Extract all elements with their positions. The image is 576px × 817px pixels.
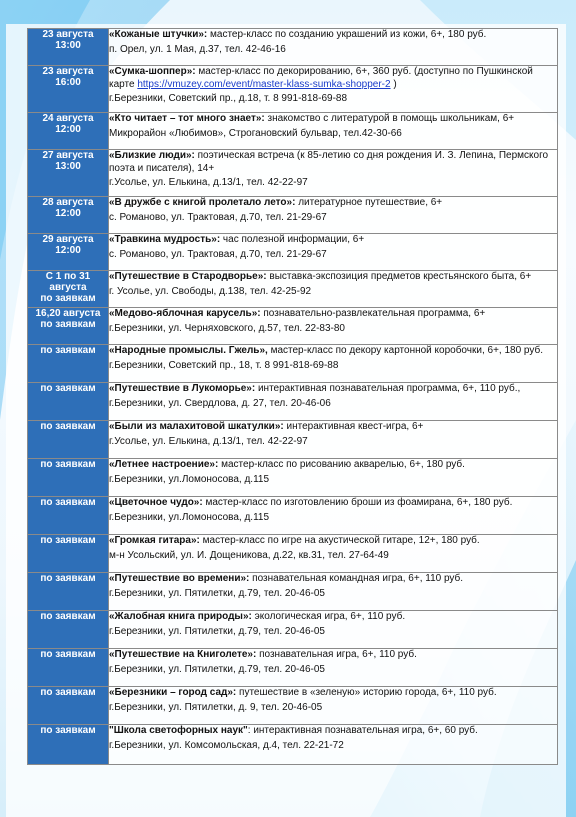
- event-details-tail: ): [390, 78, 397, 90]
- event-date: по заявкам: [40, 649, 96, 660]
- event-description: [109, 197, 557, 210]
- event-title: «Медово-яблочная карусель»:: [109, 308, 261, 319]
- event-title: «Путешествие в Лукоморье»:: [109, 383, 256, 394]
- event-info-cell: [109, 271, 558, 308]
- event-details: выставка-экспозиция предметов крестьянского быта, 6+: [266, 271, 532, 282]
- event-details: познавательно-развлекательная программа, 6+: [260, 308, 486, 319]
- event-description: [109, 29, 557, 42]
- event-title: «Сумка-шоппер»:: [109, 66, 196, 77]
- event-info-cell: [109, 383, 558, 421]
- event-title: «Летнее настроение»:: [109, 459, 219, 470]
- event-description: [109, 308, 557, 321]
- event-date: по заявкам: [40, 383, 96, 394]
- event-info-cell: [109, 234, 558, 271]
- event-info-cell: [109, 345, 558, 383]
- event-row: [28, 687, 558, 725]
- event-description: [109, 421, 557, 434]
- event-description: [109, 459, 557, 472]
- event-date: по заявкам: [40, 573, 96, 584]
- event-title: «Были из малахитовой шкатулки»:: [109, 421, 284, 432]
- event-address: с. Романово, ул. Трактовая, д.70, тел. 21-29-67: [109, 211, 327, 223]
- event-info-cell: [109, 29, 558, 66]
- event-info-cell: [109, 197, 558, 234]
- event-details: мастер-класс по игре на акустической гитаре, 12+, 180 руб.: [199, 535, 480, 546]
- event-date: по заявкам: [40, 459, 96, 470]
- events-table: [27, 28, 558, 765]
- event-title: «Березники – город сад»:: [109, 687, 237, 698]
- event-title: «Громкая гитара»:: [109, 535, 200, 546]
- event-address: г.Березники, ул.Ломоносова, д.115: [109, 511, 270, 523]
- event-date-cell: [28, 573, 109, 611]
- event-info-cell: [109, 687, 558, 725]
- event-address: г.Березники, ул. Пятилетки, д.79, тел. 20-46-05: [109, 663, 325, 675]
- event-info-cell: [109, 497, 558, 535]
- event-address: г.Березники, ул. Пятилетки, д.79, тел. 20-46-05: [109, 587, 325, 599]
- event-details: знакомство с литературой в помощь школьникам, 6+: [264, 113, 515, 124]
- event-title: «В дружбе с книгой пролетало лето»:: [109, 197, 296, 208]
- event-address: г.Березники, ул. Свердлова, д. 27, тел. 20-46-06: [109, 397, 331, 409]
- event-description: [109, 150, 557, 175]
- event-description: [109, 611, 557, 624]
- event-row: [28, 308, 558, 345]
- event-details: интерактивная познавательная программа, 6+, 110 руб.,: [255, 383, 521, 394]
- event-row: [28, 29, 558, 66]
- event-info-cell: [109, 649, 558, 687]
- event-date-cell: [28, 345, 109, 383]
- event-date: 16,20 августа по заявкам: [35, 308, 101, 330]
- event-details: мастер-класс по созданию украшений из кожи, 6+, 180 руб.: [207, 29, 487, 40]
- event-address: г.Березники, ул. Черняховского, д.57, тел. 22-83-80: [109, 322, 345, 334]
- event-title: «Травкина мудрость»:: [109, 234, 221, 245]
- event-row: [28, 234, 558, 271]
- event-details: мастер-класс по рисованию акварелью, 6+, 180 руб.: [218, 459, 465, 470]
- event-row: [28, 573, 558, 611]
- event-description: [109, 66, 557, 91]
- event-date-cell: [28, 234, 109, 271]
- event-date-cell: [28, 29, 109, 66]
- event-address: г.Березники, ул.Ломоносова, д.115: [109, 473, 270, 485]
- event-row: [28, 345, 558, 383]
- event-date: 28 августа 12:00: [42, 197, 94, 219]
- event-date: по заявкам: [40, 611, 96, 622]
- event-info-cell: [109, 459, 558, 497]
- event-address: г.Березники, Советский пр., д.18, т. 8 991-818-69-88: [109, 93, 348, 105]
- event-date-cell: [28, 197, 109, 234]
- event-description: [109, 234, 557, 247]
- event-row: [28, 197, 558, 234]
- event-date: 23 августа 13:00: [42, 29, 94, 51]
- event-info-cell: [109, 535, 558, 573]
- event-address: г.Березники, Советский пр., 18, т. 8 991-818-69-88: [109, 359, 339, 371]
- event-info-cell: [109, 611, 558, 649]
- event-row: [28, 66, 558, 113]
- event-description: [109, 687, 557, 700]
- event-description: [109, 113, 557, 126]
- event-date-cell: [28, 611, 109, 649]
- event-info-cell: [109, 66, 558, 113]
- event-details: путешествие в «зеленую» историю города, 6+, 110 руб.: [236, 687, 497, 698]
- event-description: [109, 497, 557, 510]
- event-address: п. Орел, ул. 1 Мая, д.37, тел. 42-46-16: [109, 43, 286, 55]
- event-date-cell: [28, 383, 109, 421]
- event-details: экологическая игра, 6+, 110 руб.: [251, 611, 406, 622]
- event-details: мастер-класс по изготовлению броши из фоамирана, 6+, 180 руб.: [202, 497, 513, 508]
- event-title: «Кто читает – тот много знает»:: [109, 113, 265, 124]
- event-row: [28, 725, 558, 765]
- event-details: познавательная командная игра, 6+, 110 руб.: [249, 573, 464, 584]
- event-title: «Путешествие в Стародворье»:: [109, 271, 267, 282]
- event-date: С 1 по 31 августа по заявкам: [40, 271, 96, 304]
- event-info-cell: [109, 421, 558, 459]
- event-address: г.Усолье, ул. Елькина, д.13/1, тел. 42-22-97: [109, 177, 308, 189]
- event-date-cell: [28, 459, 109, 497]
- event-address: г.Усолье, ул. Елькина, д.13/1, тел. 42-22-97: [109, 435, 308, 447]
- event-date: по заявкам: [40, 421, 96, 432]
- event-description: [109, 345, 557, 358]
- event-row: [28, 271, 558, 308]
- event-row: [28, 611, 558, 649]
- event-description: [109, 725, 557, 738]
- event-row: [28, 497, 558, 535]
- event-info-cell: [109, 150, 558, 197]
- event-address: с. Романово, ул. Трактовая, д.70, тел. 21-29-67: [109, 248, 327, 260]
- event-row: [28, 383, 558, 421]
- event-row: [28, 459, 558, 497]
- event-address: г. Усолье, ул. Свободы, д.138, тел. 42-25-92: [109, 285, 312, 297]
- event-date-cell: [28, 271, 109, 308]
- event-info-cell: [109, 308, 558, 345]
- event-date: 24 августа 12:00: [42, 113, 94, 135]
- event-date-cell: [28, 535, 109, 573]
- event-date: по заявкам: [40, 497, 96, 508]
- event-date-cell: [28, 687, 109, 725]
- event-address: Микрорайон «Любимов», Строгановский бульвар, тел.42-30-66: [109, 127, 402, 139]
- event-description: [109, 649, 557, 662]
- event-info-cell: [109, 113, 558, 150]
- event-date: по заявкам: [40, 725, 96, 736]
- event-link[interactable]: https://vmuzey.com/event/master-klass-sumka-shopper-2: [137, 78, 391, 90]
- event-description: [109, 573, 557, 586]
- event-info-cell: [109, 573, 558, 611]
- event-date-cell: [28, 497, 109, 535]
- event-details: поэтическая встреча (к 85-летию со дня рождения И. З. Лепина, Пермского поэта и писателя), 14+: [109, 150, 549, 174]
- event-date: по заявкам: [40, 535, 96, 546]
- event-details: литературное путешествие, 6+: [295, 197, 443, 208]
- event-date-cell: [28, 308, 109, 345]
- event-title: «Народные промыслы. Гжель»,: [109, 345, 268, 356]
- event-title: "Школа светофорных наук": [109, 725, 248, 736]
- event-details: : интерактивная познавательная игра, 6+, 60 руб.: [247, 725, 478, 736]
- event-details: час полезной информации, 6+: [220, 234, 365, 245]
- event-date: 27 августа 13:00: [42, 150, 94, 172]
- event-date: 23 августа 16:00: [42, 66, 94, 88]
- event-date-cell: [28, 66, 109, 113]
- event-title: «Жалобная книга природы»:: [109, 611, 252, 622]
- event-row: [28, 421, 558, 459]
- event-info-cell: [109, 725, 558, 765]
- event-description: [109, 383, 557, 396]
- event-details: мастер-класс по декорированию, 6+, 360 руб. (доступно по Пушкинской карте: [109, 66, 533, 90]
- event-title: «Близкие люди»:: [109, 150, 195, 161]
- event-title: «Путешествие во времени»:: [109, 573, 250, 584]
- event-title: «Путешествие на Книголете»:: [109, 649, 257, 660]
- event-date-cell: [28, 150, 109, 197]
- event-date-cell: [28, 725, 109, 765]
- event-description: [109, 271, 557, 284]
- event-address: м-н Усольский, ул. И. Дощеникова, д.22, кв.31, тел. 27-64-49: [109, 549, 389, 561]
- event-date-cell: [28, 649, 109, 687]
- event-row: [28, 535, 558, 573]
- event-description: [109, 535, 557, 548]
- event-address: г.Березники, ул. Комсомольская, д.4, тел. 22-21-72: [109, 739, 344, 751]
- event-row: [28, 150, 558, 197]
- event-address: г.Березники, ул. Пятилетки, д. 9, тел. 20-46-05: [109, 701, 323, 713]
- event-address: г.Березники, ул. Пятилетки, д.79, тел. 20-46-05: [109, 625, 325, 637]
- event-date: по заявкам: [40, 687, 96, 698]
- event-details: интерактивная квест-игра, 6+: [283, 421, 424, 432]
- event-row: [28, 649, 558, 687]
- event-date-cell: [28, 421, 109, 459]
- event-title: «Цветочное чудо»:: [109, 497, 203, 508]
- event-date: по заявкам: [40, 345, 96, 356]
- event-title: «Кожаные штучки»:: [109, 29, 208, 40]
- event-details: мастер-класс по декору картонной коробочки, 6+, 180 руб.: [267, 345, 543, 356]
- event-details: познавательная игра, 6+, 110 руб.: [256, 649, 417, 660]
- event-row: [28, 113, 558, 150]
- event-date: 29 августа 12:00: [42, 234, 94, 256]
- event-date-cell: [28, 113, 109, 150]
